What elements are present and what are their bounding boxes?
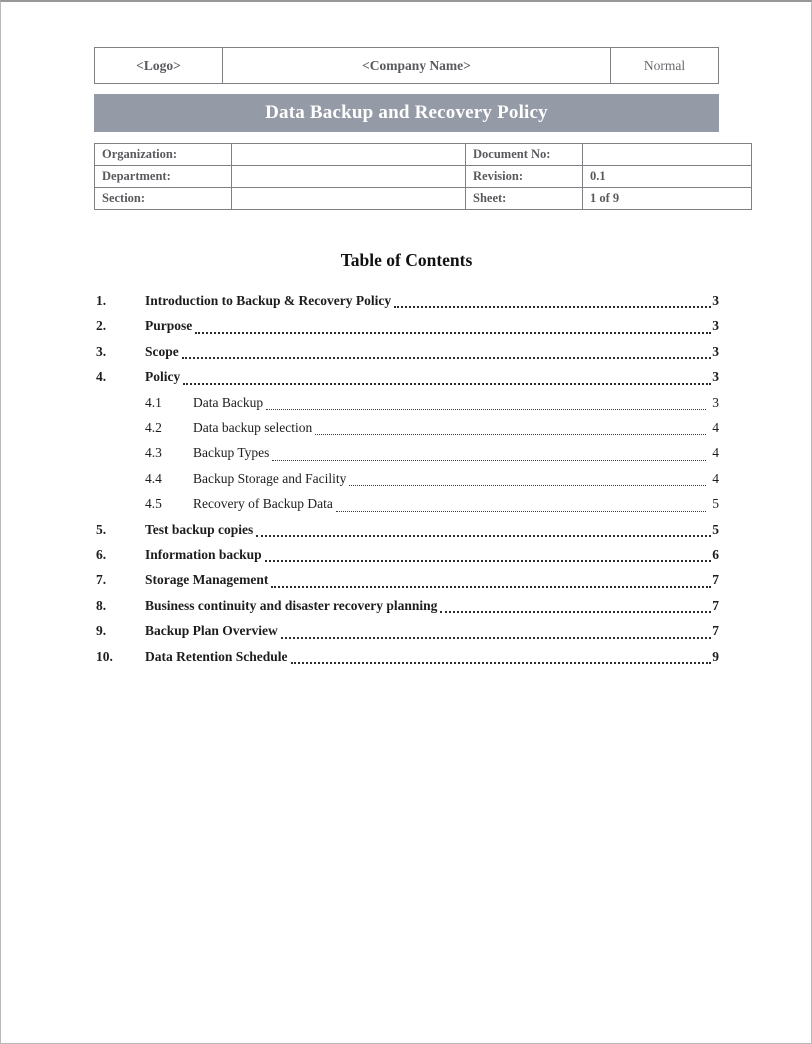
toc-entry-title: Introduction to Backup & Recovery Policy [145,293,392,308]
company-name-placeholder: <Company Name> [223,48,611,83]
toc-entry-4-2[interactable] [94,415,719,440]
toc-entry-title: Backup Storage and Facility [193,470,347,486]
toc-entry-number: 10. [96,648,113,664]
toc-entry-number: 2. [96,318,107,334]
toc-entry-title: Backup Types [193,445,270,461]
toc-dot-leader [281,618,711,638]
toc-entry-page: 3 [712,343,719,359]
document-title: Data Backup and Recovery Policy [265,102,548,123]
toc-entry-title: Data Retention Schedule [145,648,288,664]
toc-entry-6[interactable] [94,542,719,567]
toc-dot-leader [266,390,706,410]
classification-label: Normal [643,57,686,73]
toc-entry-title: Scope [145,343,179,359]
toc-dot-leader [394,288,711,308]
toc-entry-number: 4.5 [145,496,162,512]
toc-entry-page: 3 [712,293,719,308]
toc-dot-leader [272,440,706,460]
toc-entry-page: 6 [712,547,719,563]
organization-label: Organization: [95,144,232,166]
toc-entry-number: 9. [96,623,107,639]
toc-entry-page: 4 [712,470,719,486]
toc-entry-title: Data backup selection [193,420,313,436]
toc-entry-page: 7 [712,597,719,613]
toc-entry-title: Information backup [145,547,262,563]
revision-value: 0.1 [583,166,752,188]
document-header-table [94,47,719,84]
toc-entry-title: Recovery of Backup Data [193,496,333,512]
toc-entry-4-1[interactable] [94,390,719,415]
toc-entry-number: 3. [96,343,107,359]
toc-entry-number: 8. [96,597,107,613]
logo-placeholder: <Logo> [95,48,223,83]
toc-entry-title: Business continuity and disaster recovery planning [145,597,438,613]
toc-dot-leader [183,364,711,384]
department-value[interactable] [232,166,466,188]
toc-dot-leader [349,466,706,486]
document-no-value[interactable] [583,144,752,166]
toc-entry-page: 7 [712,572,719,588]
toc-entry-number: 7. [96,572,107,588]
toc-dot-leader [271,567,711,587]
organization-value[interactable] [232,144,466,166]
section-value[interactable] [232,188,466,210]
toc-entry-number: 6. [96,547,107,563]
document-no-label: Document No: [466,144,583,166]
sheet-label: Sheet: [466,188,583,210]
toc-entry-title: Policy [145,369,181,385]
toc-entry-number: 4.2 [145,420,162,436]
toc-entry-4[interactable] [94,364,719,389]
title-banner [94,94,719,132]
toc-entry-page: 4 [712,445,719,461]
toc-entry-number: 1. [96,293,107,308]
toc-entry-page: 4 [712,420,719,436]
toc-dot-leader [336,491,706,511]
toc-heading: Table of Contents [340,250,473,270]
toc-dot-leader [256,517,711,537]
toc-entry-page: 5 [712,521,719,537]
toc-entry-title: Test backup copies [145,521,254,537]
toc-dot-leader [265,542,712,562]
toc-entry-number: 4.3 [145,445,162,461]
table-of-contents [94,288,719,669]
toc-entry-page: 7 [712,623,719,639]
toc-entry-8[interactable] [94,593,719,618]
toc-entry-9[interactable] [94,618,719,643]
toc-entry-4-5[interactable] [94,491,719,516]
toc-entry-title: Storage Management [145,572,269,588]
toc-entry-title: Data Backup [193,394,264,410]
toc-entry-page: 5 [712,496,719,512]
toc-entry-2[interactable] [94,313,719,338]
sheet-value: 1 of 9 [583,188,752,210]
section-label: Section: [95,188,232,210]
revision-label: Revision: [466,166,583,188]
toc-entry-4-3[interactable] [94,440,719,465]
toc-entry-5[interactable] [94,517,719,542]
toc-entry-10[interactable] [94,644,719,669]
toc-entry-4-4[interactable] [94,466,719,491]
toc-dot-leader [195,313,711,333]
toc-entry-page: 3 [712,318,719,334]
toc-entry-number: 4. [96,369,107,385]
department-label: Department: [95,166,232,188]
toc-entry-page: 9 [712,648,719,664]
toc-dot-leader [291,644,712,664]
info-row-department [95,166,752,188]
toc-entry-title: Purpose [145,318,193,334]
toc-entry-title: Backup Plan Overview [145,623,278,639]
toc-entry-number: 4.1 [145,394,162,410]
toc-entry-number: 4.4 [145,470,162,486]
info-row-organization [95,144,752,166]
toc-entry-page: 3 [712,369,719,385]
toc-entry-number: 5. [96,521,107,537]
toc-dot-leader [182,339,712,359]
toc-dot-leader [440,593,711,613]
toc-entry-3[interactable] [94,339,719,364]
document-info-table [94,143,752,210]
info-row-section [95,188,752,210]
toc-entry-1[interactable] [94,288,719,313]
toc-entry-7[interactable] [94,567,719,592]
toc-entry-page: 3 [712,394,719,410]
toc-dot-leader [315,415,706,435]
